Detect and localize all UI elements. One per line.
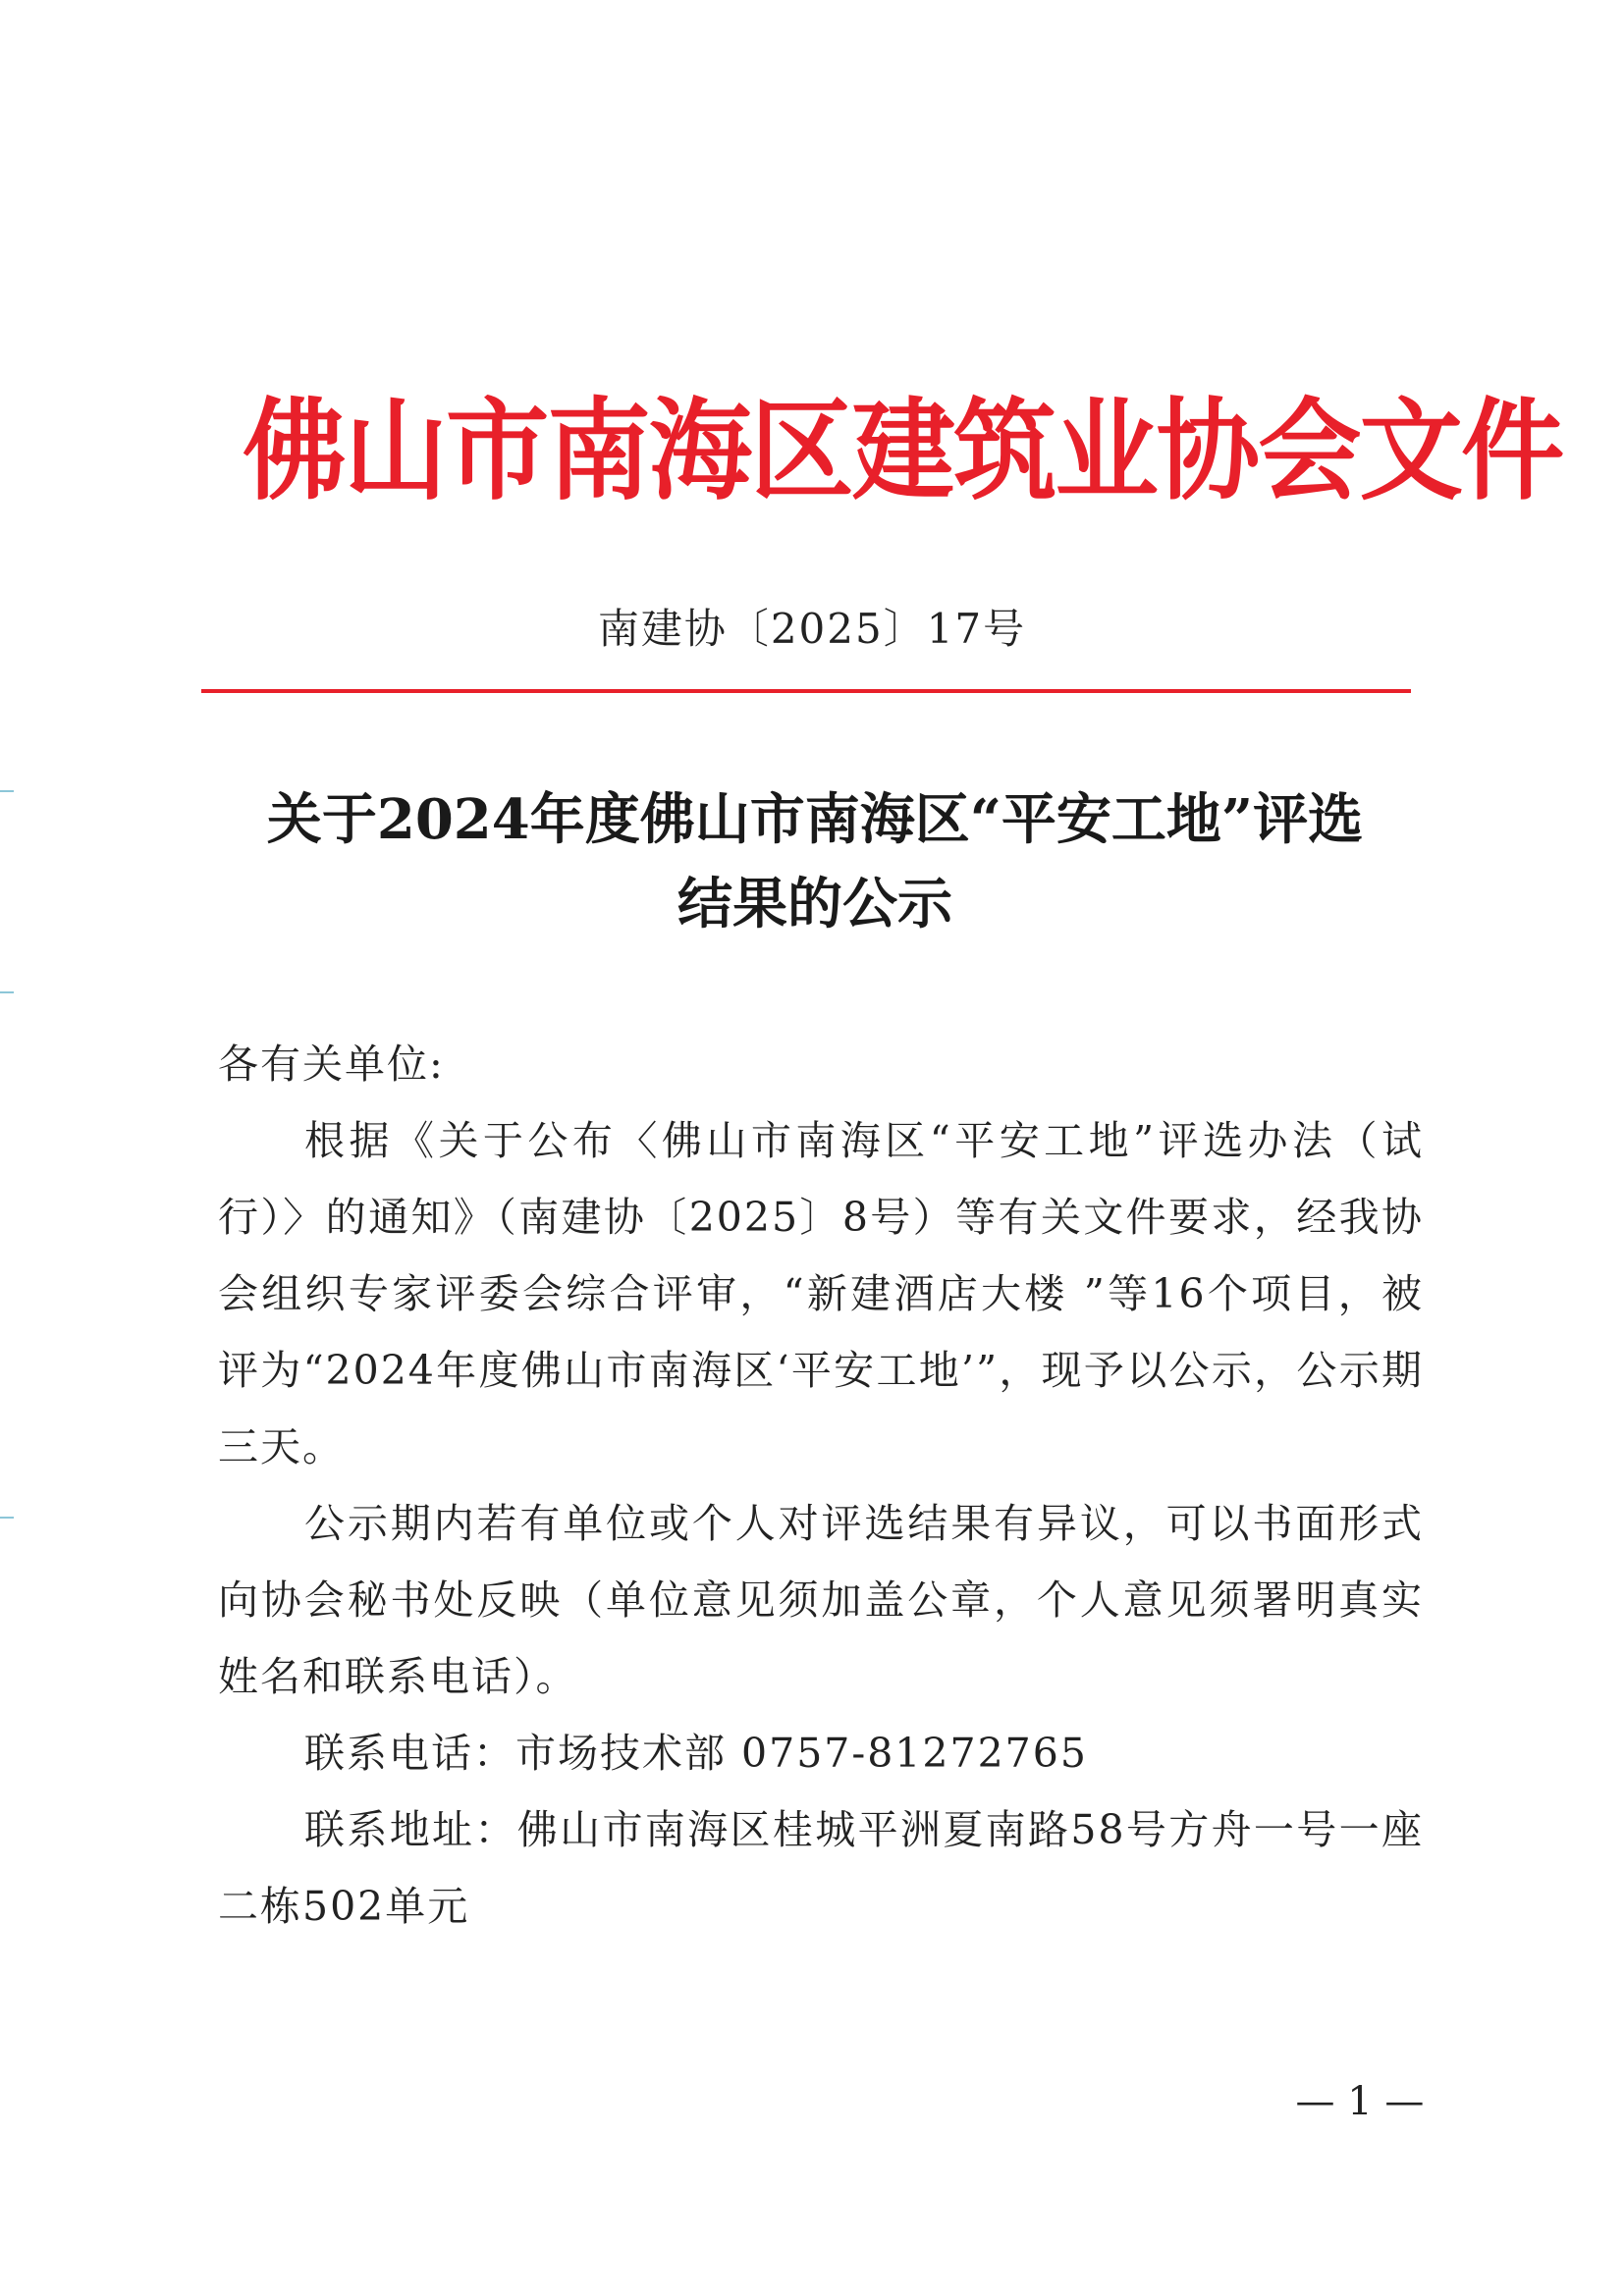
scan-edge-mark <box>0 991 14 993</box>
scan-edge-mark <box>0 790 14 792</box>
contact-phone: 联系电话：市场技术部 0757-81272765 <box>304 1730 1088 1777</box>
org-header-title: 佛山市南海区建筑业协会文件 <box>243 388 1563 515</box>
notice-title-line-1: 关于2024年度佛山市南海区“平安工地”评选 <box>266 787 1364 852</box>
body-paragraph-2: 公示期内若有单位或个人对评选结果有异议，可以书面形式向协会秘书处反映（单位意见须加盖公章，个人意见须署明真实姓名和联系电话）。 <box>218 1500 1424 1700</box>
document-number: 南建协〔2025〕17号 <box>597 605 1027 653</box>
notice-title <box>206 777 1424 946</box>
contact-address: 联系地址：佛山市南海区桂城平洲夏南路58号方舟一号一座二栋502单元 <box>218 1806 1424 1930</box>
salutation: 各有关单位: <box>218 1041 445 1088</box>
red-divider-rule <box>201 689 1411 693</box>
body-paragraph-1: 根据《关于公布〈佛山市南海区“平安工地”评选办法（试行）〉的通知》（南建协〔2025〕8号）等有关文件要求，经我协会组织专家评委会综合评审，“新建酒店大楼 ”等16个项目，被评为“2024年度佛山市南海区‘平安工地’”，现予以公示，公示期三天。 <box>218 1117 1424 1470</box>
notice-title-line-2: 结果的公示 <box>677 872 952 936</box>
scan-edge-mark <box>0 1517 14 1519</box>
page-number: — 1 — <box>1295 2079 1425 2124</box>
notice-body <box>218 1026 1424 1945</box>
